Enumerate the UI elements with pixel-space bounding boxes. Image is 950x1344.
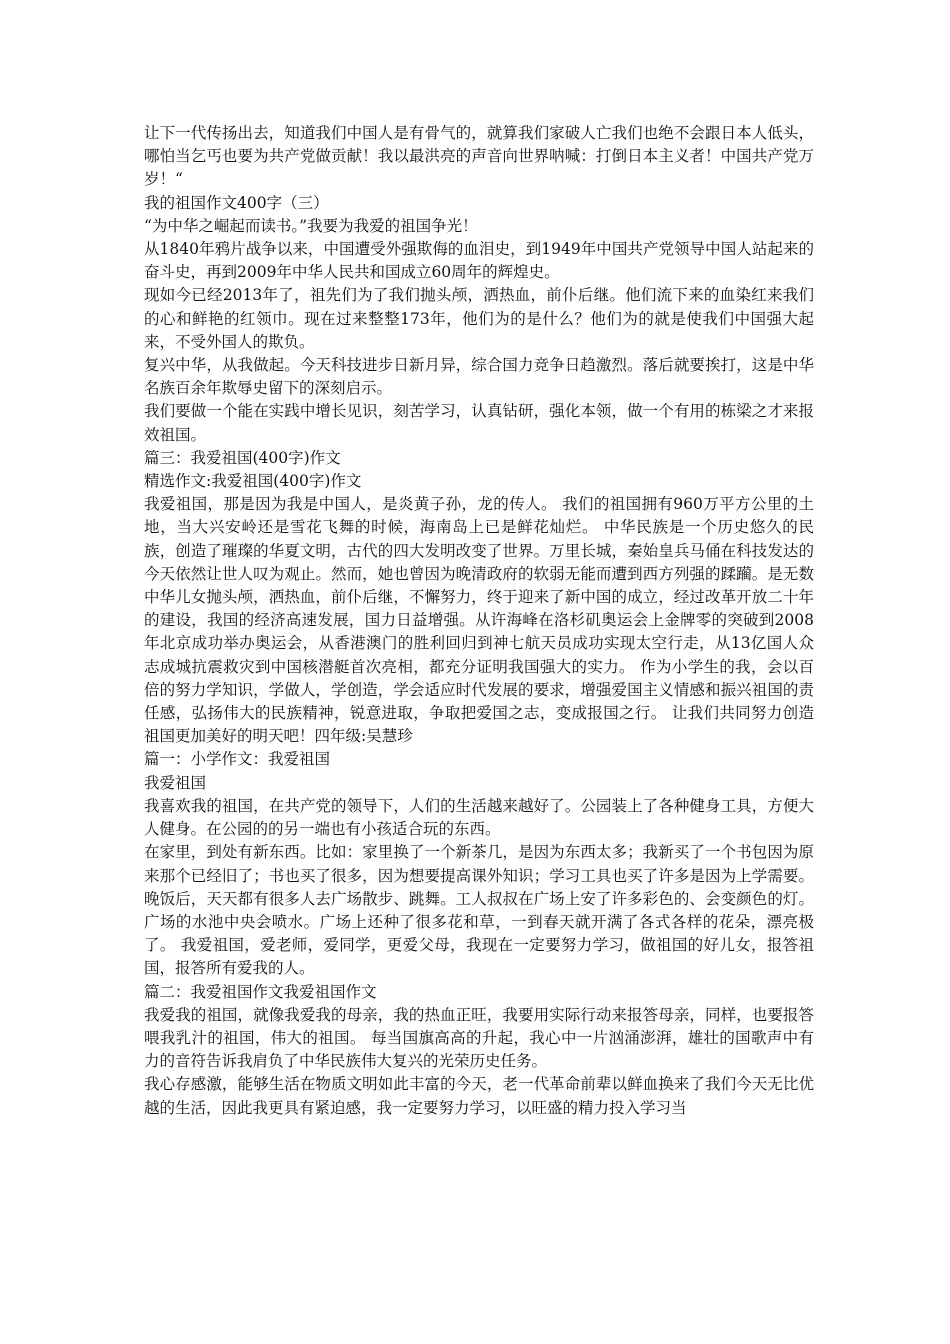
section-subheading-love-country: 我爱祖国 [144,773,207,792]
section-heading-part-two: 篇二：我爱祖国作文我爱祖国作文 [144,982,377,1001]
paragraph-history: 从1840年鸦片战争以来，中国遭受外强欺侮的血泪史，到1949年中国共产党领导中国人站起来的奋斗史，再到2009年中华人民共和国成立60周年的辉煌史。 [144,240,814,282]
section-subheading-selected: 精选作文:我爱祖国(400字)作文 [144,472,362,491]
paragraph-revival: 复兴中华，从我做起。今天科技进步日新月异，综合国力竞争日趋激烈。落后就要挨打，这是中华名族百余年欺辱史留下的深刻启示。 [144,356,814,398]
section-heading-part-three: 篇三：我爱祖国(400字)作文 [144,448,341,467]
paragraph-home: 在家里，到处有新东西。比如：家里换了一个新茶几，是因为东西太多；我新买了一个书包因为原来那个已经旧了；书也买了很多，因为想要提高课外知识；学习工具也买了许多是因为上学需要。 晚饭后，天天都有很多人去广场散步、跳舞。工人叔叔在广场上安了许多彩色的、会变颜色的灯。广场的水池中央会喷水。广场上还种了很多花和草，一到春天就开满了各式各样的花朵，漂亮极了。 我爱祖国，爱老师，爱同学，更爱父母，我现在一定要努力学习，做祖国的好儿女，报答祖国，报答所有爱我的人。 [144,843,814,978]
paragraph-gratitude: 我心存感激，能够生活在物质文明如此丰富的今天，老一代革命前辈以鲜血换来了我们今天无比优越的生活，因此我更具有紧迫感，我一定要努力学习，以旺盛的精力投入学习当 [144,1075,814,1117]
paragraph-intro: 让下一代传扬出去，知道我们中国人是有骨气的，就算我们家破人亡我们也绝不会跟日本人低头，哪怕当乞丐也要为共产党做贡献！我以最洪亮的声音向世界呐喊：打倒日本主义者！中国共产党万岁！“ [144,124,814,189]
paragraph-mother: 我爱我的祖国，就像我爱我的母亲，我的热血正旺，我要用实际行动来报答母亲，同样，也要报答喂我乳汁的祖国，伟大的祖国。 每当国旗高高的升起，我心中一片汹涌澎湃，雄壮的国歌声中有力的音符告诉我肩负了中华民族伟大复兴的光荣历史任务。 [144,1005,814,1071]
paragraph-pillar: 我们要做一个能在实践中增长见识，刻苦学习，认真钻研，强化本领，做一个有用的栋梁之才来报效祖国。 [144,402,814,444]
section-heading-essay-three: 我的祖国作文400字（三） [144,193,329,212]
paragraph-quote: “为中华之崛起而读书。”我要为我爱的祖国争光！ [144,216,478,235]
section-heading-part-one: 篇一：小学作文：我爱祖国 [144,750,331,769]
paragraph-park: 我喜欢我的祖国，在共产党的领导下，人们的生活越来越好了。公园装上了各种健身工具，方便大人健身。在公园的的另一端也有小孩适合玩的东西。 [144,796,814,839]
paragraph-2013: 现如今已经2013年了，祖先们为了我们抛头颅，洒热血，前仆后继。他们流下来的血染红来我们的心和鲜艳的红领巾。现在过来整整173年，他们为的是什么？他们为的就是使我们中国强大起来，不受外国人的欺负。 [144,286,814,351]
document-body [144,122,814,1120]
paragraph-love-country: 我爱祖国，那是因为我是中国人，是炎黄子孙，龙的传人。 我们的祖国拥有960万平方公里的土地，当大兴安岭还是雪花飞舞的时候，海南岛上已是鲜花灿烂。 中华民族是一个历史悠久的民族，创造了璀璨的华夏文明，古代的四大发明改变了世界。万里长城，秦始皇兵马俑在科技发达的今天依然让世人叹为观止。然而，她也曾因为晚清政府的软弱无能而遭到西方列强的蹂躏。是无数中华儿女抛头颅，洒热血，前仆后继，不懈努力，终于迎来了新中国的成立，经过改革开放二十年的建设，我国的经济高速发展，国力日益增强。从许海峰在洛杉矶奥运会上金牌零的突破到2008年北京成功举办奥运会，从香港澳门的胜利回归到神七航天员成功实现太空行走，从13亿国人众志成城抗震救灾到中国核潜艇首次亮相，都充分证明我国强大的实力。 作为小学生的我，会以百倍的努力学知识，学做人，学创造，学会适应时代发展的要求，增强爱国主义情感和振兴祖国的责任感，弘扬伟大的民族精神，锐意进取，争取把爱国之志，变成报国之行。 让我们共同努力创造祖国更加美好的明天吧！四年级:吴慧珍 [144,495,814,746]
